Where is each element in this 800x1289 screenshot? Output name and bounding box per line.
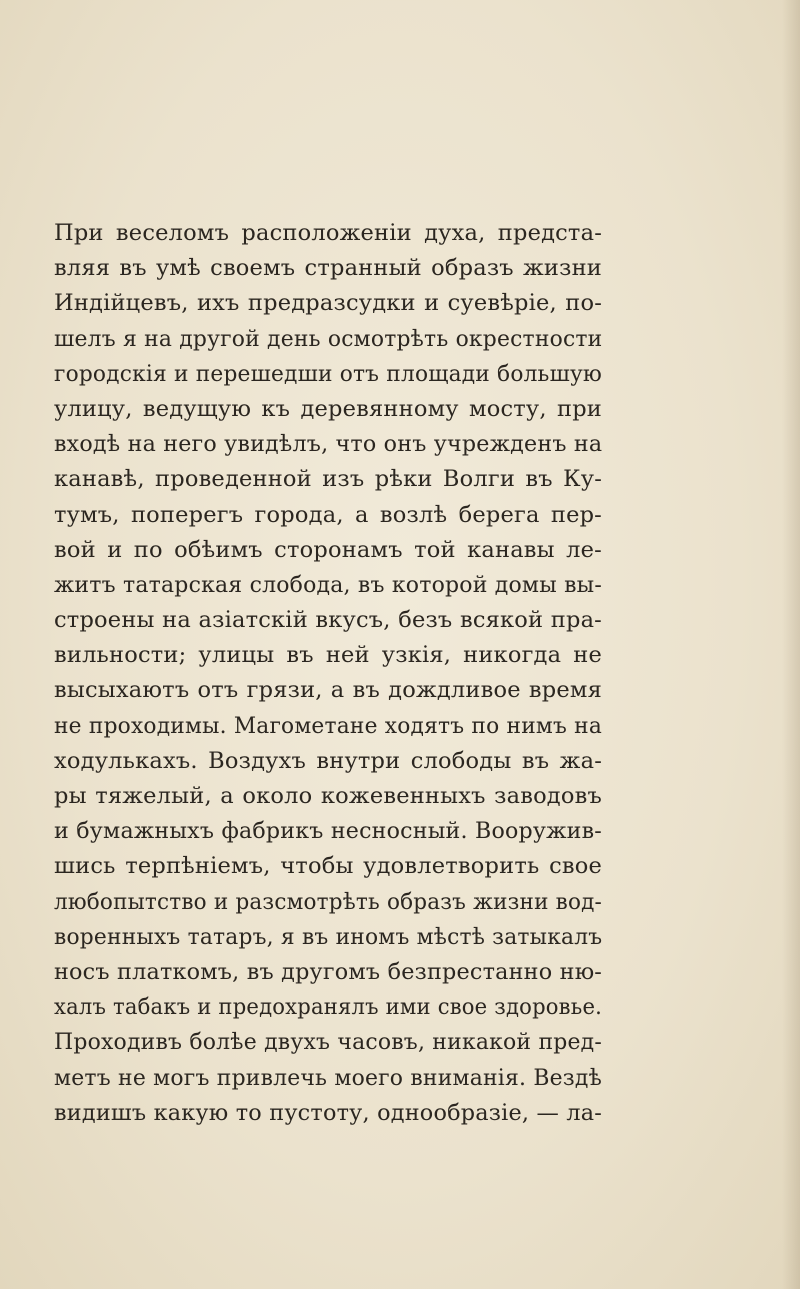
text-line: и бумажныхъ фабрикъ несносный. Вооружив-: [54, 818, 602, 845]
text-line: строены на азіатскій вкусъ, безъ всякой пра-: [54, 607, 602, 634]
text-line: входѣ на него увидѣлъ, что онъ учрежденъ на: [54, 431, 602, 458]
text-line: Индійцевъ, ихъ предразсудки и суевѣріе, по-: [54, 290, 602, 317]
text-line: видишъ какую то пустоту, однообразіе, — ла-: [54, 1099, 603, 1126]
text-line: житъ татарская слобода, въ которой домы вы-: [54, 571, 602, 598]
text-line: высыхаютъ отъ грязи, а въ дождливое время: [54, 677, 602, 704]
text-line: вой и по обѣимъ сторонамъ той канавы ле-: [54, 536, 602, 563]
text-line: вляя въ умѣ своемъ странный образъ жизни: [54, 255, 602, 282]
text-line: городскія и перешедши отъ площади большую: [54, 360, 603, 387]
text-line: метъ не могъ привлечь моего вниманія. Вездѣ: [54, 1064, 603, 1091]
page-edge-shadow: [782, 0, 800, 1289]
text-line: Проходивъ болѣе двухъ часовъ, никакой пред-: [54, 1029, 603, 1056]
text-line: воренныхъ татаръ, я въ иномъ мѣстѣ затыкалъ: [54, 923, 603, 950]
text-line: При веселомъ расположеніи духа, предста-: [54, 220, 602, 246]
text-line: вильности; улицы въ ней узкія, никогда не: [54, 642, 602, 669]
text-line: халъ табакъ и предохранялъ ими свое здоровье.: [54, 994, 603, 1021]
text-line: ры тяжелый, а около кожевенныхъ заводовъ: [54, 783, 602, 809]
text-line: тумъ, поперегъ города, а возлѣ берега пер-: [54, 501, 602, 528]
text-line: улицу, ведущую къ деревянному мосту, при: [54, 395, 602, 422]
text-line: шелъ я на другой день осмотрѣть окрестности: [54, 325, 602, 352]
text-line: носъ платкомъ, въ другомъ безпрестанно ню-: [54, 958, 603, 985]
body-text: [54, 216, 602, 1131]
text-line: канавѣ, проведенной изъ рѣки Волги въ Ку-: [54, 466, 602, 493]
text-line: ходулькахъ. Воздухъ внутри слободы въ жа-: [54, 747, 602, 774]
text-line: любопытство и разсмотрѣть образъ жизни вод-: [54, 888, 603, 915]
text-line: не проходимы. Магометане ходятъ по нимъ на: [54, 712, 603, 739]
text-line: шись терпѣніемъ, чтобы удовлетворить свое: [54, 853, 602, 880]
